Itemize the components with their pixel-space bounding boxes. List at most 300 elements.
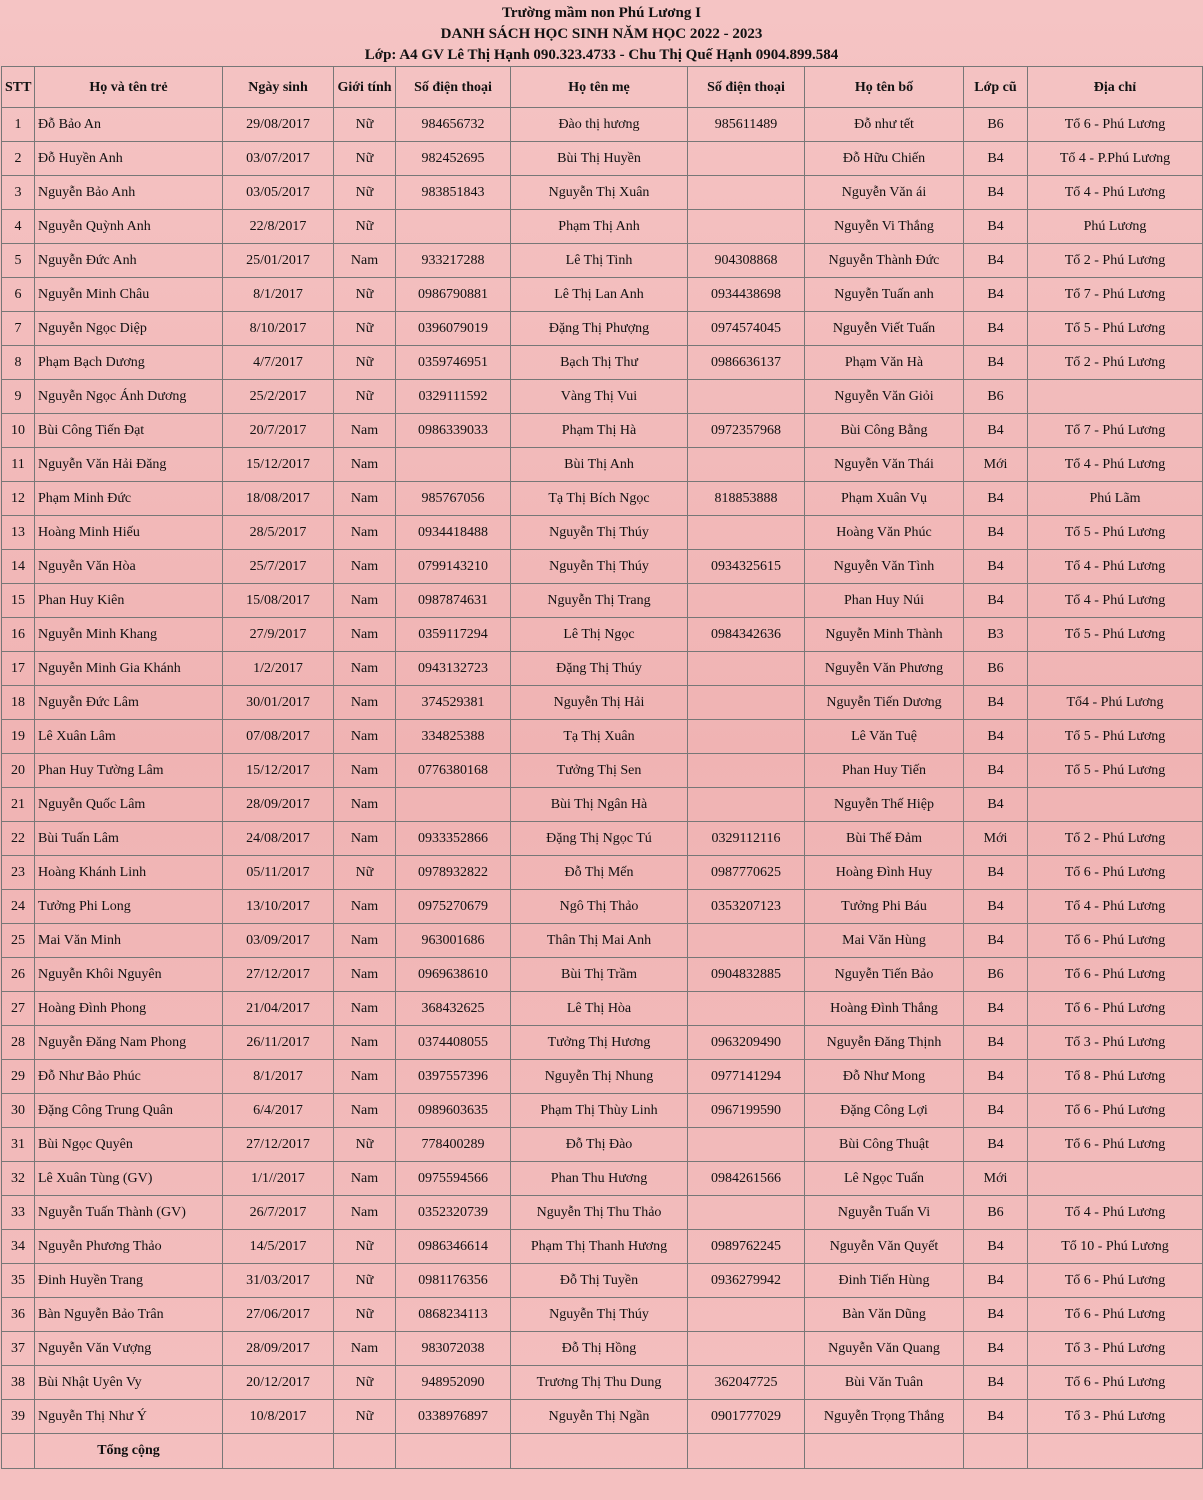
document-header <box>0 0 1203 66</box>
cell-birthdate: 24/08/2017 <box>223 822 334 856</box>
cell-mother-name: Nguyễn Thị Thúy <box>511 1298 688 1332</box>
total-label: Tổng cộng <box>35 1434 223 1469</box>
cell-mother-phone: 963001686 <box>396 924 511 958</box>
cell-stt: 15 <box>2 584 35 618</box>
cell-old-class: B4 <box>964 1366 1028 1400</box>
cell-father-name: Đỗ Hữu Chiến <box>805 142 964 176</box>
cell-gender: Nam <box>334 414 396 448</box>
cell-old-class: B4 <box>964 1060 1028 1094</box>
cell-father-phone <box>688 992 805 1026</box>
cell-mother-name: Phạm Thị Thanh Hương <box>511 1230 688 1264</box>
cell-mother-phone: 334825388 <box>396 720 511 754</box>
cell-father-phone: 0353207123 <box>688 890 805 924</box>
cell-address: Tổ 2 - Phú Lương <box>1028 346 1203 380</box>
table-row <box>2 516 1203 550</box>
cell-gender: Nam <box>334 618 396 652</box>
cell-old-class: B6 <box>964 1196 1028 1230</box>
table-row <box>2 1026 1203 1060</box>
cell-address <box>1028 652 1203 686</box>
cell-birthdate: 28/09/2017 <box>223 1332 334 1366</box>
cell-gender: Nam <box>334 652 396 686</box>
cell-stt: 19 <box>2 720 35 754</box>
cell-birthdate: 03/05/2017 <box>223 176 334 210</box>
cell-father-phone <box>688 584 805 618</box>
student-table <box>1 66 1203 1469</box>
cell-birthdate: 26/7/2017 <box>223 1196 334 1230</box>
cell-old-class: B4 <box>964 176 1028 210</box>
table-row <box>2 278 1203 312</box>
col-header-stt: STT <box>2 67 35 108</box>
cell-father-name: Hoàng Đình Huy <box>805 856 964 890</box>
cell-father-phone: 0901777029 <box>688 1400 805 1434</box>
cell-child-name: Nguyễn Quốc Lâm <box>35 788 223 822</box>
cell-child-name: Phan Huy Tường Lâm <box>35 754 223 788</box>
cell-gender: Nam <box>334 754 396 788</box>
cell-old-class: B4 <box>964 1298 1028 1332</box>
cell-mother-name: Đỗ Thị Đào <box>511 1128 688 1162</box>
cell-birthdate: 1/2/2017 <box>223 652 334 686</box>
cell-old-class: B4 <box>964 788 1028 822</box>
cell-birthdate: 6/4/2017 <box>223 1094 334 1128</box>
cell-father-name: Đỗ Như Mong <box>805 1060 964 1094</box>
cell-gender: Nam <box>334 1162 396 1196</box>
table-row <box>2 890 1203 924</box>
cell-old-class: B4 <box>964 1230 1028 1264</box>
cell-stt: 30 <box>2 1094 35 1128</box>
cell-father-name: Nguyễn Văn ái <box>805 176 964 210</box>
cell-father-phone <box>688 380 805 414</box>
cell-father-phone: 0936279942 <box>688 1264 805 1298</box>
cell-child-name: Nguyễn Quỳnh Anh <box>35 210 223 244</box>
cell-father-name: Nguyễn Tiến Dương <box>805 686 964 720</box>
cell-father-name: Phạm Xuân Vụ <box>805 482 964 516</box>
cell-address: Tổ 5 - Phú Lương <box>1028 516 1203 550</box>
cell-gender: Nữ <box>334 856 396 890</box>
cell-old-class: B4 <box>964 414 1028 448</box>
cell-mother-phone: 0986346614 <box>396 1230 511 1264</box>
cell-address: Tổ 4 - Phú Lương <box>1028 890 1203 924</box>
cell-child-name: Đặng Công Trung Quân <box>35 1094 223 1128</box>
cell-child-name: Nguyễn Văn Hòa <box>35 550 223 584</box>
cell-mother-phone: 778400289 <box>396 1128 511 1162</box>
table-row <box>2 992 1203 1026</box>
cell-mother-name: Lê Thị Ngọc <box>511 618 688 652</box>
cell-mother-name: Tạ Thị Xuân <box>511 720 688 754</box>
cell-father-phone <box>688 142 805 176</box>
cell-father-phone: 0329112116 <box>688 822 805 856</box>
cell-mother-name: Tạ Thị Bích Ngọc <box>511 482 688 516</box>
cell-father-name: Tưởng Phi Báu <box>805 890 964 924</box>
cell-father-phone: 0972357968 <box>688 414 805 448</box>
document-title: DANH SÁCH HỌC SINH NĂM HỌC 2022 - 2023 <box>440 26 763 42</box>
cell-father-phone: 0989762245 <box>688 1230 805 1264</box>
cell-address: Tổ 6 - Phú Lương <box>1028 108 1203 142</box>
cell-gender: Nữ <box>334 210 396 244</box>
table-row <box>2 924 1203 958</box>
cell-address: Tổ 6 - Phú Lương <box>1028 1264 1203 1298</box>
table-row <box>2 1230 1203 1264</box>
cell-father-phone: 362047725 <box>688 1366 805 1400</box>
cell-address: Tổ 2 - Phú Lương <box>1028 822 1203 856</box>
cell-father-name: Lê Ngọc Tuấn <box>805 1162 964 1196</box>
cell-father-phone <box>688 516 805 550</box>
table-row <box>2 1264 1203 1298</box>
cell-gender: Nữ <box>334 142 396 176</box>
cell-mother-name: Nguyễn Thị Xuân <box>511 176 688 210</box>
cell-address: Tổ 7 - Phú Lương <box>1028 414 1203 448</box>
cell-stt: 18 <box>2 686 35 720</box>
cell-old-class: B4 <box>964 244 1028 278</box>
cell-birthdate: 28/5/2017 <box>223 516 334 550</box>
cell-father-phone <box>688 1298 805 1332</box>
table-row <box>2 448 1203 482</box>
cell-birthdate: 13/10/2017 <box>223 890 334 924</box>
cell-old-class: B4 <box>964 1400 1028 1434</box>
cell-stt: 9 <box>2 380 35 414</box>
cell-mother-phone: 948952090 <box>396 1366 511 1400</box>
cell-address: Tổ 8 - Phú Lương <box>1028 1060 1203 1094</box>
cell-child-name: Nguyễn Tuấn Thành (GV) <box>35 1196 223 1230</box>
table-row <box>2 244 1203 278</box>
cell-father-name: Nguyễn Thế Hiệp <box>805 788 964 822</box>
cell-child-name: Nguyễn Đức Lâm <box>35 686 223 720</box>
cell-mother-phone: 0396079019 <box>396 312 511 346</box>
cell-child-name: Bùi Ngọc Quyên <box>35 1128 223 1162</box>
cell-gender: Nữ <box>334 1298 396 1332</box>
cell-birthdate: 07/08/2017 <box>223 720 334 754</box>
cell-child-name: Bàn Nguyễn Bảo Trân <box>35 1298 223 1332</box>
cell-father-name: Nguyễn Thành Đức <box>805 244 964 278</box>
cell-father-phone <box>688 788 805 822</box>
cell-gender: Nam <box>334 924 396 958</box>
cell-child-name: Nguyễn Thị Như Ý <box>35 1400 223 1434</box>
cell-father-name: Nguyễn Văn Quyết <box>805 1230 964 1264</box>
table-row <box>2 108 1203 142</box>
cell-birthdate: 28/09/2017 <box>223 788 334 822</box>
cell-mother-phone: 374529381 <box>396 686 511 720</box>
cell-father-phone <box>688 1196 805 1230</box>
cell-birthdate: 8/10/2017 <box>223 312 334 346</box>
cell-mother-name: Nguyễn Thị Hải <box>511 686 688 720</box>
cell-birthdate: 25/01/2017 <box>223 244 334 278</box>
cell-father-name: Nguyễn Tiến Bảo <box>805 958 964 992</box>
table-row <box>2 856 1203 890</box>
cell-mother-phone: 0799143210 <box>396 550 511 584</box>
cell-address: Tổ 6 - Phú Lương <box>1028 1128 1203 1162</box>
cell-mother-name: Bùi Thị Trầm <box>511 958 688 992</box>
cell-old-class: B4 <box>964 992 1028 1026</box>
cell-mother-name: Nguyễn Thị Thu Thảo <box>511 1196 688 1230</box>
cell-father-name: Nguyễn Minh Thành <box>805 618 964 652</box>
table-row <box>2 754 1203 788</box>
col-header-old-class: Lớp cũ <box>964 67 1028 108</box>
col-header-birthdate: Ngày sinh <box>223 67 334 108</box>
cell-child-name: Lê Xuân Tùng (GV) <box>35 1162 223 1196</box>
cell-child-name: Nguyễn Minh Châu <box>35 278 223 312</box>
table-row <box>2 618 1203 652</box>
cell-mother-phone: 368432625 <box>396 992 511 1026</box>
cell-mother-name: Lê Thị Tinh <box>511 244 688 278</box>
cell-father-phone <box>688 176 805 210</box>
cell-child-name: Nguyễn Văn Vượng <box>35 1332 223 1366</box>
cell-child-name: Đỗ Huyền Anh <box>35 142 223 176</box>
cell-gender: Nam <box>334 992 396 1026</box>
cell-stt: 13 <box>2 516 35 550</box>
cell-mother-name: Phạm Thị Hà <box>511 414 688 448</box>
cell-old-class: B6 <box>964 652 1028 686</box>
cell-father-phone <box>688 720 805 754</box>
cell-address: Tổ 6 - Phú Lương <box>1028 924 1203 958</box>
cell-gender: Nữ <box>334 346 396 380</box>
cell-birthdate: 25/7/2017 <box>223 550 334 584</box>
cell-child-name: Nguyễn Phương Thảo <box>35 1230 223 1264</box>
cell-stt: 3 <box>2 176 35 210</box>
col-header-mother-name: Họ tên mẹ <box>511 67 688 108</box>
table-row <box>2 482 1203 516</box>
cell-child-name: Hoàng Đình Phong <box>35 992 223 1026</box>
cell-birthdate: 27/9/2017 <box>223 618 334 652</box>
cell-stt: 14 <box>2 550 35 584</box>
school-name: Trường mầm non Phú Lương I <box>502 5 701 21</box>
cell-mother-name: Đào thị hương <box>511 108 688 142</box>
cell-old-class: B4 <box>964 720 1028 754</box>
cell-address: Tổ 5 - Phú Lương <box>1028 312 1203 346</box>
table-row <box>2 958 1203 992</box>
cell-mother-name: Đặng Thị Ngọc Tú <box>511 822 688 856</box>
cell-mother-phone <box>396 448 511 482</box>
cell-mother-phone: 0975594566 <box>396 1162 511 1196</box>
cell-mother-name: Đặng Thị Thúy <box>511 652 688 686</box>
cell-stt: 22 <box>2 822 35 856</box>
cell-stt: 6 <box>2 278 35 312</box>
cell-old-class: B3 <box>964 618 1028 652</box>
cell-stt: 21 <box>2 788 35 822</box>
cell-gender: Nữ <box>334 278 396 312</box>
cell-mother-phone: 984656732 <box>396 108 511 142</box>
cell-mother-name: Bùi Thị Huyền <box>511 142 688 176</box>
cell-mother-name: Thân Thị Mai Anh <box>511 924 688 958</box>
cell-child-name: Nguyễn Đức Anh <box>35 244 223 278</box>
cell-gender: Nam <box>334 244 396 278</box>
cell-old-class: B4 <box>964 1332 1028 1366</box>
cell-birthdate: 27/12/2017 <box>223 1128 334 1162</box>
cell-father-phone <box>688 686 805 720</box>
cell-father-phone <box>688 924 805 958</box>
cell-old-class: B4 <box>964 856 1028 890</box>
cell-gender: Nam <box>334 482 396 516</box>
cell-old-class: B4 <box>964 890 1028 924</box>
cell-old-class: B4 <box>964 584 1028 618</box>
cell-birthdate: 03/07/2017 <box>223 142 334 176</box>
cell-gender: Nam <box>334 1060 396 1094</box>
cell-child-name: Đinh Huyền Trang <box>35 1264 223 1298</box>
table-row <box>2 210 1203 244</box>
cell-mother-phone: 982452695 <box>396 142 511 176</box>
cell-stt: 26 <box>2 958 35 992</box>
cell-old-class: B4 <box>964 346 1028 380</box>
cell-gender: Nam <box>334 448 396 482</box>
cell-stt: 34 <box>2 1230 35 1264</box>
cell-birthdate: 26/11/2017 <box>223 1026 334 1060</box>
cell-address <box>1028 788 1203 822</box>
cell-father-phone: 818853888 <box>688 482 805 516</box>
cell-father-phone <box>688 754 805 788</box>
cell-birthdate: 8/1/2017 <box>223 278 334 312</box>
cell-address: Tổ 3 - Phú Lương <box>1028 1332 1203 1366</box>
cell-address: Tổ 5 - Phú Lương <box>1028 618 1203 652</box>
cell-father-phone: 904308868 <box>688 244 805 278</box>
cell-mother-name: Bùi Thị Anh <box>511 448 688 482</box>
cell-father-name: Nguyễn Văn Tình <box>805 550 964 584</box>
cell-father-name: Lê Văn Tuệ <box>805 720 964 754</box>
cell-old-class: Mới <box>964 1162 1028 1196</box>
cell-father-name: Phạm Văn Hà <box>805 346 964 380</box>
cell-gender: Nữ <box>334 1128 396 1162</box>
cell-stt: 11 <box>2 448 35 482</box>
cell-address: Tổ 5 - Phú Lương <box>1028 754 1203 788</box>
table-row <box>2 550 1203 584</box>
cell-stt: 20 <box>2 754 35 788</box>
cell-mother-phone <box>396 788 511 822</box>
cell-old-class: B4 <box>964 210 1028 244</box>
cell-stt: 17 <box>2 652 35 686</box>
cell-child-name: Nguyễn Bảo Anh <box>35 176 223 210</box>
cell-father-name: Mai Văn Hùng <box>805 924 964 958</box>
table-row <box>2 1298 1203 1332</box>
cell-birthdate: 25/2/2017 <box>223 380 334 414</box>
cell-father-name: Nguyễn Tuấn Vi <box>805 1196 964 1230</box>
cell-gender: Nam <box>334 958 396 992</box>
table-row <box>2 176 1203 210</box>
cell-stt: 23 <box>2 856 35 890</box>
cell-mother-name: Nguyễn Thị Trang <box>511 584 688 618</box>
cell-mother-name: Đỗ Thị Hồng <box>511 1332 688 1366</box>
cell-old-class: B4 <box>964 924 1028 958</box>
cell-child-name: Bùi Công Tiến Đạt <box>35 414 223 448</box>
cell-mother-name: Nguyễn Thị Nhung <box>511 1060 688 1094</box>
cell-mother-name: Ngô Thị Thảo <box>511 890 688 924</box>
cell-mother-name: Vàng Thị Vui <box>511 380 688 414</box>
cell-birthdate: 22/8/2017 <box>223 210 334 244</box>
cell-father-phone: 0984342636 <box>688 618 805 652</box>
table-row <box>2 720 1203 754</box>
cell-father-name: Đặng Công Lợi <box>805 1094 964 1128</box>
cell-gender: Nữ <box>334 380 396 414</box>
cell-child-name: Bùi Nhật Uyên Vy <box>35 1366 223 1400</box>
cell-mother-name: Tưởng Thị Hương <box>511 1026 688 1060</box>
col-header-address: Địa chỉ <box>1028 67 1203 108</box>
cell-child-name: Hoàng Minh Hiếu <box>35 516 223 550</box>
cell-child-name: Nguyễn Văn Hải Đăng <box>35 448 223 482</box>
total-row <box>2 1434 1203 1469</box>
cell-mother-name: Tưởng Thị Sen <box>511 754 688 788</box>
cell-gender: Nữ <box>334 176 396 210</box>
cell-father-phone <box>688 1332 805 1366</box>
cell-father-phone: 0904832885 <box>688 958 805 992</box>
table-row <box>2 686 1203 720</box>
cell-stt: 33 <box>2 1196 35 1230</box>
cell-mother-phone: 0969638610 <box>396 958 511 992</box>
cell-father-name: Bùi Thế Đảm <box>805 822 964 856</box>
cell-father-phone: 0986636137 <box>688 346 805 380</box>
table-row <box>2 1366 1203 1400</box>
table-row <box>2 1400 1203 1434</box>
cell-birthdate: 15/12/2017 <box>223 754 334 788</box>
cell-birthdate: 8/1/2017 <box>223 1060 334 1094</box>
cell-stt: 38 <box>2 1366 35 1400</box>
cell-gender: Nam <box>334 822 396 856</box>
cell-mother-name: Đỗ Thị Tuyền <box>511 1264 688 1298</box>
cell-address: Tổ 7 - Phú Lương <box>1028 278 1203 312</box>
cell-father-name: Hoàng Đình Thắng <box>805 992 964 1026</box>
cell-old-class: B6 <box>964 108 1028 142</box>
cell-father-name: Bàn Văn Dũng <box>805 1298 964 1332</box>
cell-father-phone <box>688 652 805 686</box>
cell-address <box>1028 380 1203 414</box>
cell-mother-phone: 0374408055 <box>396 1026 511 1060</box>
table-row <box>2 346 1203 380</box>
table-row <box>2 380 1203 414</box>
cell-gender: Nam <box>334 686 396 720</box>
cell-old-class: B4 <box>964 1264 1028 1298</box>
cell-mother-phone: 0868234113 <box>396 1298 511 1332</box>
cell-birthdate: 10/8/2017 <box>223 1400 334 1434</box>
cell-father-name: Nguyễn Văn Thái <box>805 448 964 482</box>
cell-child-name: Tưởng Phi Long <box>35 890 223 924</box>
cell-mother-name: Trương Thị Thu Dung <box>511 1366 688 1400</box>
cell-mother-name: Bạch Thị Thư <box>511 346 688 380</box>
cell-child-name: Nguyễn Ngọc Ánh Dương <box>35 380 223 414</box>
col-header-child-name: Họ và tên trẻ <box>35 67 223 108</box>
cell-child-name: Hoàng Khánh Linh <box>35 856 223 890</box>
cell-birthdate: 15/08/2017 <box>223 584 334 618</box>
table-row <box>2 1060 1203 1094</box>
cell-stt: 16 <box>2 618 35 652</box>
cell-gender: Nữ <box>334 1230 396 1264</box>
cell-old-class: B4 <box>964 516 1028 550</box>
cell-birthdate: 4/7/2017 <box>223 346 334 380</box>
cell-birthdate: 27/12/2017 <box>223 958 334 992</box>
cell-mother-phone: 983072038 <box>396 1332 511 1366</box>
cell-mother-name: Lê Thị Lan Anh <box>511 278 688 312</box>
col-header-gender: Giới tính <box>334 67 396 108</box>
table-row <box>2 414 1203 448</box>
cell-father-name: Hoàng Văn Phúc <box>805 516 964 550</box>
cell-gender: Nữ <box>334 1366 396 1400</box>
cell-mother-phone: 933217288 <box>396 244 511 278</box>
cell-child-name: Phạm Minh Đức <box>35 482 223 516</box>
table-row <box>2 1128 1203 1162</box>
cell-father-name: Bùi Văn Tuân <box>805 1366 964 1400</box>
table-body <box>2 108 1203 1469</box>
cell-stt: 4 <box>2 210 35 244</box>
cell-father-name: Nguyễn Văn Phương <box>805 652 964 686</box>
cell-stt: 36 <box>2 1298 35 1332</box>
cell-address: Tổ 5 - Phú Lương <box>1028 720 1203 754</box>
cell-stt: 8 <box>2 346 35 380</box>
cell-father-phone: 0987770625 <box>688 856 805 890</box>
cell-father-name: Nguyễn Vi Thắng <box>805 210 964 244</box>
cell-child-name: Nguyễn Minh Khang <box>35 618 223 652</box>
cell-old-class: B4 <box>964 686 1028 720</box>
cell-mother-phone: 0986790881 <box>396 278 511 312</box>
cell-mother-phone <box>396 210 511 244</box>
cell-child-name: Đỗ Bảo An <box>35 108 223 142</box>
cell-father-name: Nguyễn Trọng Thắng <box>805 1400 964 1434</box>
cell-mother-name: Nguyễn Thị Thúy <box>511 516 688 550</box>
cell-mother-phone: 0943132723 <box>396 652 511 686</box>
cell-mother-phone: 0776380168 <box>396 754 511 788</box>
